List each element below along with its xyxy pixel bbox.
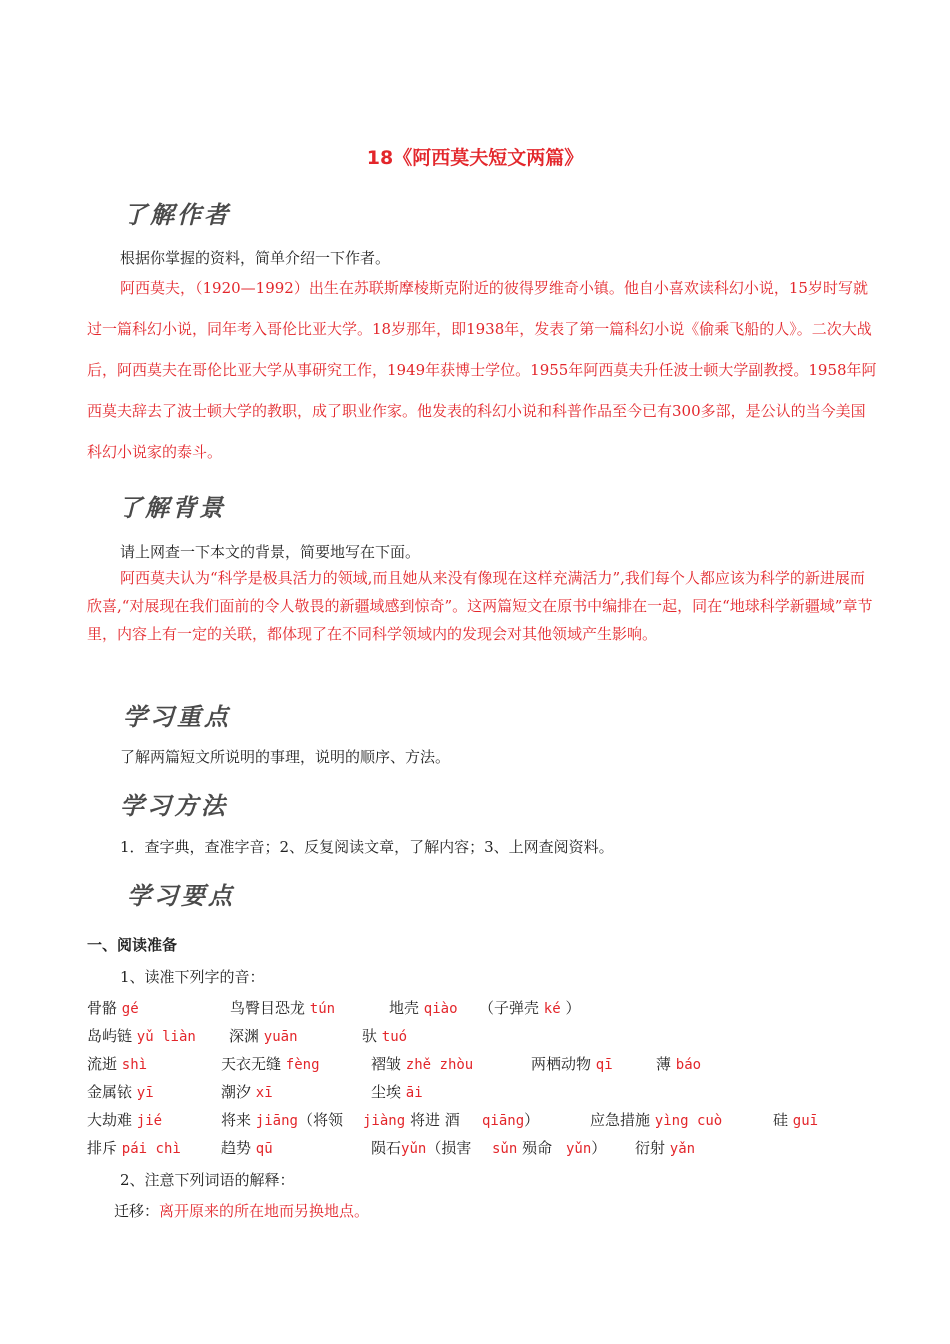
pinyin-word: 趋势 qū (221, 1139, 273, 1157)
pinyin-row (87, 1081, 887, 1103)
background-prompt: 请上网查一下本文的背景，简要地写在下面。 (120, 543, 421, 561)
pinyin-word: 天衣无缝 fèng (221, 1055, 320, 1073)
pinyin-word: 褶皱 zhě zhòu (371, 1055, 474, 1073)
pinyin-word: 鸟臀目恐龙 tún (230, 999, 336, 1017)
pinyin-word: 陨石yǔn（损害 (371, 1139, 472, 1157)
pinyin-row (87, 1137, 887, 1159)
heading-points: 学习要点 (127, 882, 235, 910)
pinyin-word: sǔn 殒命 (492, 1139, 553, 1157)
pinyin-word: jiàng 将进 酒 (363, 1111, 460, 1129)
pinyin-word: 地壳 qiào (389, 999, 458, 1017)
heading-background: 了解背景 (118, 494, 226, 522)
heading-method: 学习方法 (120, 792, 228, 820)
pinyin-word: （子弹壳 ké ） (479, 999, 581, 1017)
method-text: 1．查字典，查准字音；2、反复阅读文章，了解内容；3、上网查阅资料。 (120, 838, 614, 856)
heading-focus: 学习重点 (123, 703, 231, 731)
pinyin-word: 应急措施 yìng cuò (590, 1111, 723, 1129)
pinyin-word: 大劫难 jié (87, 1111, 163, 1129)
author-answer: 阿西莫夫，（1920—1992）出生在苏联斯摩棱斯克附近的彼得罗维奇小镇。他自小喜欢读科幻小说，15岁时写就过一篇科幻小说，同年考入哥伦比亚大学。18岁那年，即1938年，发表了第一篇科幻小说《偷乘飞船的人》。二次大战后，阿西莫夫在哥伦比亚大学从事研究工作，1949年获博士学位。1955年阿西莫夫升任波士顿大学副教授。1958年阿西莫夫辞去了波士顿大学的教职，成了职业作家。他发表的科幻小说和科普作品至今已有300多部，是公认的当今美国科幻小说家的泰斗。 (87, 279, 877, 461)
term-label: 迁移： (114, 1202, 160, 1220)
pinyin-row (87, 1053, 887, 1075)
pinyin-word: 尘埃 āi (371, 1083, 423, 1101)
focus-text: 了解两篇短文所说明的事理，说明的顺序、方法。 (120, 748, 451, 766)
question-1: 1、读准下列字的音： (120, 968, 265, 986)
pinyin-word: 深渊 yuān (229, 1027, 298, 1045)
pinyin-word: 潮汐 xī (221, 1083, 273, 1101)
term-definition: 离开原来的所在地而另换地点。 (159, 1202, 370, 1220)
pinyin-word: yǔn） (566, 1139, 607, 1157)
pinyin-word: 排斥 pái chì (87, 1139, 181, 1157)
pinyin-word: 岛屿链 yǔ liàn (87, 1027, 196, 1045)
pinyin-word: 流逝 shì (87, 1055, 148, 1073)
pinyin-row (87, 1025, 887, 1047)
page-title: 18《阿西莫夫短文两篇》 (366, 147, 584, 169)
background-answer: 阿西莫夫认为“科学是极具活力的领域,而且她从来没有像现在这样充满活力”,我们每个人都应该为科学的新进展而欣喜,“对展现在我们面前的令人敬畏的新疆域感到惊奇”。这两篇短文在原书中编排在一起，同在“地球科学新疆域”章节里，内容上有一定的关联，都体现了在不同科学领域内的发现会对其他领域产生影响。 (87, 569, 873, 643)
author-prompt: 根据你掌握的资料，简单介绍一下作者。 (120, 249, 391, 267)
pinyin-word: 薄 báo (656, 1055, 702, 1073)
part1-title: 一、阅读准备 (87, 936, 178, 954)
pinyin-word: 金属铱 yī (87, 1083, 154, 1101)
pinyin-word: 硅 guī (773, 1111, 819, 1129)
pinyin-word: 骨骼 gé (87, 999, 139, 1017)
pinyin-word: 驮 tuó (362, 1027, 408, 1045)
heading-author: 了解作者 (123, 201, 231, 229)
pinyin-word: 衍射 yǎn (635, 1139, 696, 1157)
pinyin-row (87, 1109, 887, 1131)
question-2: 2、注意下列词语的解释： (120, 1171, 295, 1189)
pinyin-word: 两栖动物 qī (531, 1055, 613, 1073)
pinyin-word: qiāng） (482, 1111, 540, 1129)
pinyin-row (87, 997, 887, 1019)
pinyin-word: 将来 jiāng（将领 (221, 1111, 343, 1129)
term-line (114, 1200, 369, 1221)
